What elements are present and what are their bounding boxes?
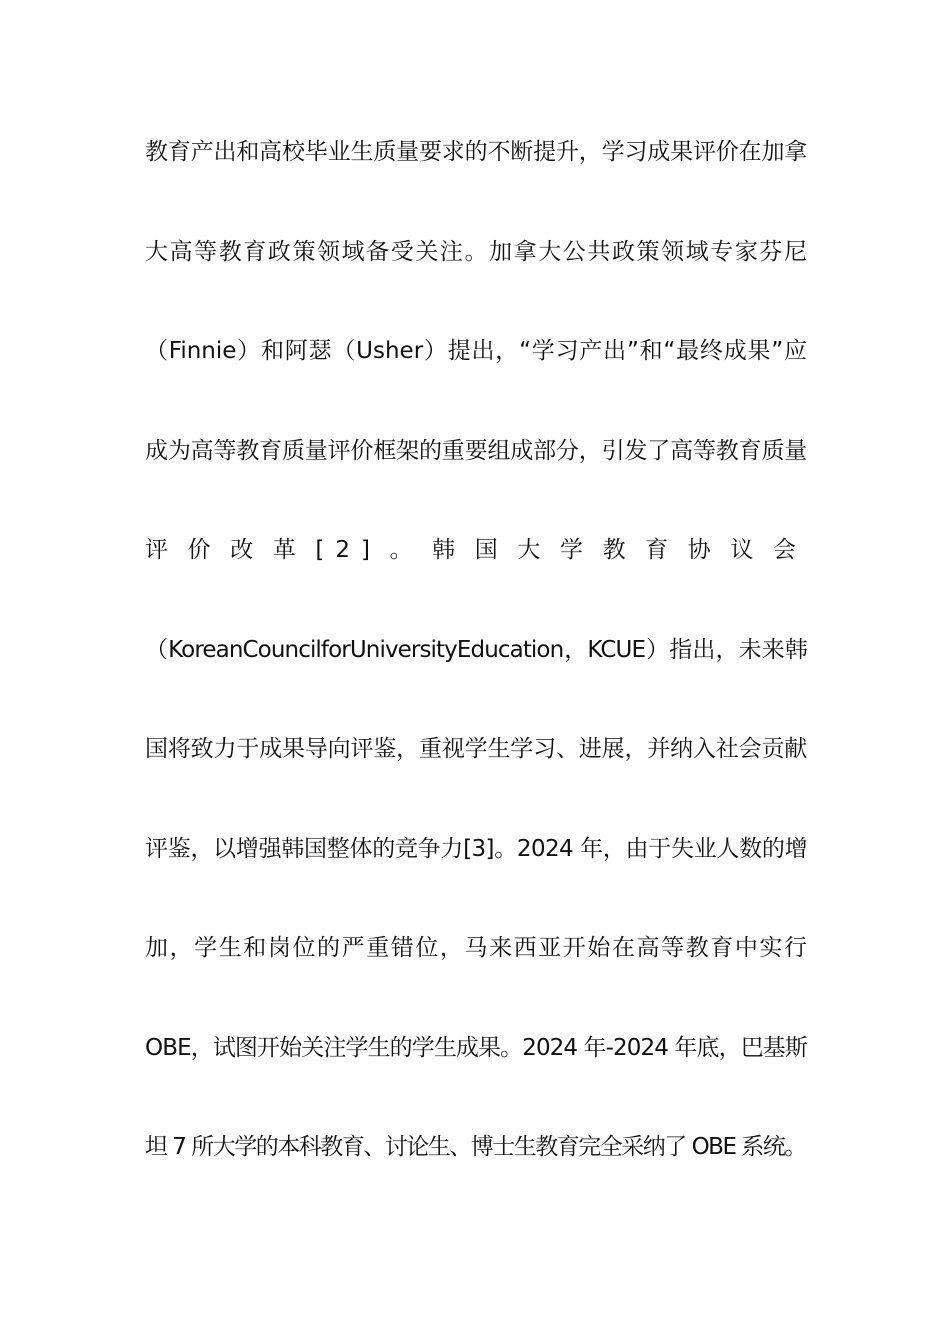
text-line-7: 国将致力于成果导向评鉴，重视学生学习、进展，并纳入社会贡献 — [145, 736, 807, 762]
text-line-1: 教育产出和高校毕业生质量要求的不断提升，学习成果评价在加拿 — [145, 139, 807, 165]
body-paragraph — [145, 128, 807, 1223]
text-line-4: 成为高等教育质量评价框架的重要组成部分，引发了高等教育质量 — [145, 437, 807, 464]
text-line-8: 评鉴，以增强韩国整体的竞争力[3]。2024 年，由于失业人数的增 — [145, 835, 807, 862]
text-line-3: （Finnie）和阿瑟（Usher）提出，“学习产出”和“最终成果”应 — [145, 338, 807, 364]
text-line-2: 大高等教育政策领域备受关注。加拿大公共政策领域专家芬尼 — [145, 238, 807, 265]
text-line-5: 评价改革[2]。韩国大学教育协议会 — [145, 537, 807, 563]
text-line-9: 加，学生和岗位的严重错位，马来西亚开始在高等教育中实行 — [145, 935, 807, 961]
text-line-6: （KoreanCouncilforUniversityEducation，KCUE）指出，未来韩 — [145, 636, 807, 663]
text-line-11: 坦 7 所大学的本科教育、讨论生、博士生教育完全采纳了 OBE 系统。 — [145, 1134, 806, 1160]
text-line-10: OBE，试图开始关注学生的学生成果。2024 年-2024 年底，巴基斯 — [145, 1034, 808, 1061]
